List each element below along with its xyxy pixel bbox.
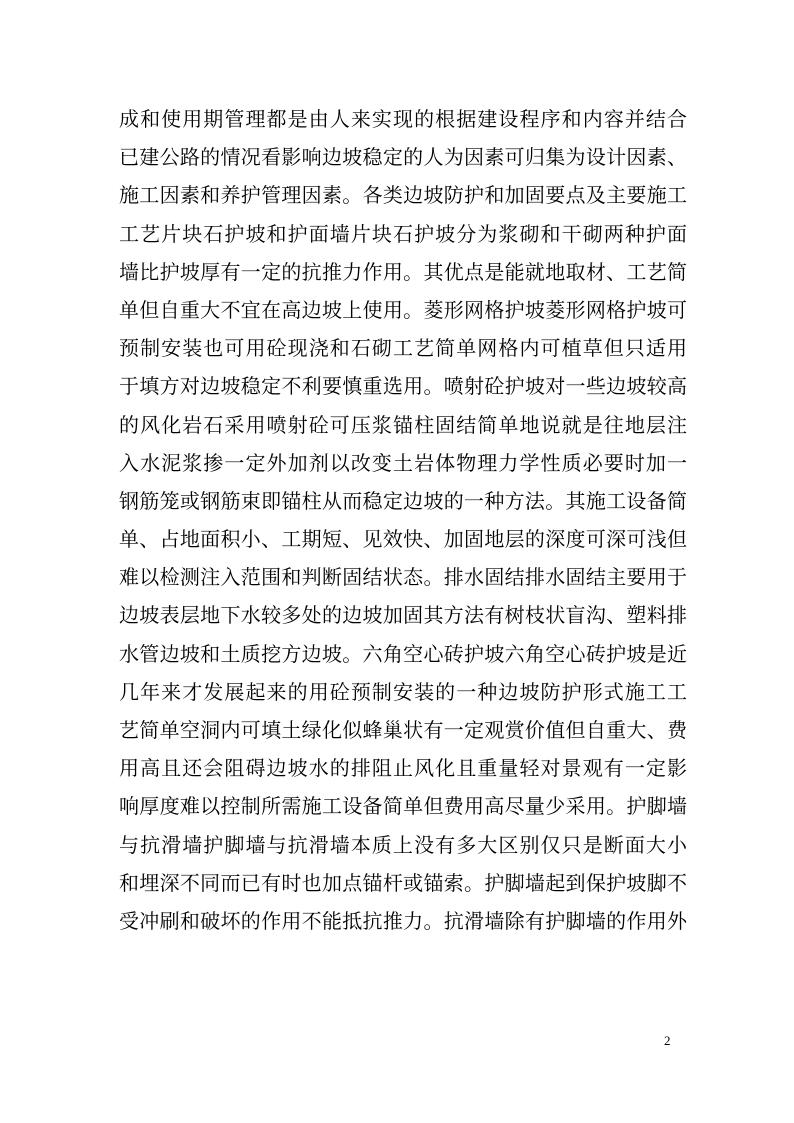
text-line-22: 受冲刷和破坏的作用不能抵抗推力。抗滑墙除有护脚墙的作用外 [119,908,687,933]
text-line-15: 水管边坡和土质挖方边坡。六角空心砖护坡六角空心砖护坡是近 [119,641,687,666]
text-line-4: 工艺片块石护坡和护面墙片块石护坡分为浆砌和干砌两种护面 [119,221,687,246]
text-line-14: 边坡表层地下水较多处的边坡加固其方法有树枝状盲沟、塑料排 [119,603,687,628]
body-text [119,100,687,940]
text-line-2: 已建公路的情况看影响边坡稳定的人为因素可归集为设计因素、 [119,145,687,170]
text-line-20: 与抗滑墙护脚墙与抗滑墙本质上没有多大区别仅只是断面大小 [119,832,687,857]
text-line-11: 钢筋笼或钢筋束即锚柱从而稳定边坡的一种方法。其施工设备简 [119,488,687,513]
text-line-12: 单、占地面积小、工期短、见效快、加固地层的深度可深可浅但 [119,527,687,552]
text-line-13: 难以检测注入范围和判断固结状态。排水固结排水固结主要用于 [119,565,687,590]
text-line-10: 入水泥浆掺一定外加剂以改变土岩体物理力学性质必要时加一 [119,450,687,475]
text-line-18: 用高且还会阻碍边坡水的排阻止风化且重量轻对景观有一定影 [119,756,687,781]
text-line-3: 施工因素和养护管理因素。各类边坡防护和加固要点及主要施工 [119,183,687,208]
text-line-1: 成和使用期管理都是由人来实现的根据建设程序和内容并结合 [119,107,687,131]
text-line-8: 于填方对边坡稳定不利要慎重选用。喷射砼护坡对一些边坡较高 [119,374,687,399]
text-line-19: 响厚度难以控制所需施工设备简单但费用高尽量少采用。护脚墙 [119,794,687,819]
text-line-6: 单但自重大不宜在高边坡上使用。菱形网格护坡菱形网格护坡可 [119,297,687,322]
text-line-5: 墙比护坡厚有一定的抗推力作用。其优点是能就地取材、工艺简 [119,259,687,284]
page-number: 2 [664,1033,671,1048]
text-line-7: 预制安装也可用砼现浇和石砌工艺简单网格内可植草但只适用 [119,336,687,361]
text-line-17: 艺简单空洞内可填土绿化似蜂巢状有一定观赏价值但自重大、费 [119,718,687,742]
text-line-16: 几年来才发展起来的用砼预制安装的一种边坡防护形式施工工 [119,679,687,704]
text-line-21: 和埋深不同而已有时也加点锚杆或锚索。护脚墙起到保护坡脚不 [119,870,687,895]
text-line-9: 的风化岩石采用喷射砼可压浆锚柱固结简单地说就是往地层注 [119,412,687,437]
